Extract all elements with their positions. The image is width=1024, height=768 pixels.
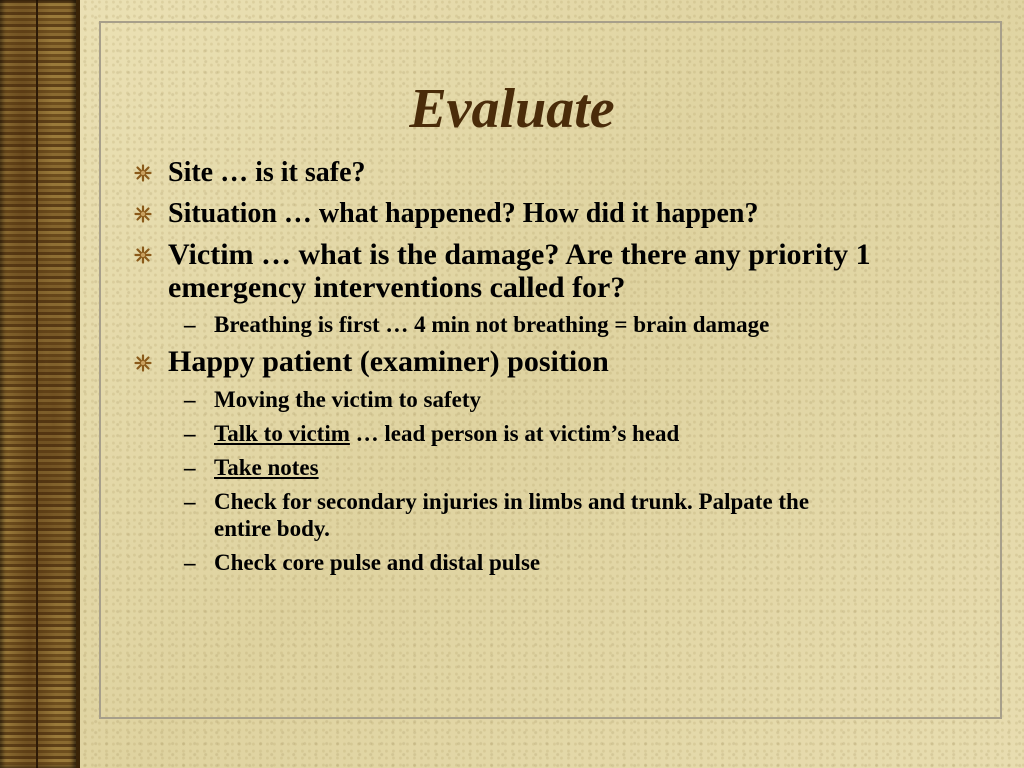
dash-bullet: – <box>184 455 196 480</box>
sub-check-injuries-line1: Check for secondary injuries in limbs and trunk. Palpate the <box>214 489 810 514</box>
bullet-situation: Situation … what happened? How did it happen? <box>168 198 759 229</box>
bullet-happy-patient: Happy patient (examiner) position <box>168 345 609 378</box>
sub-breathing: Breathing is first … 4 min not breathing = brain damage <box>214 312 770 337</box>
take-notes-underlined: Take notes <box>214 455 319 480</box>
bullet-victim-line2: emergency interventions called for? <box>168 271 626 304</box>
sub-check-injuries-line2: entire body. <box>214 516 330 541</box>
sub-take-notes <box>214 454 319 482</box>
sub-talk-to-victim <box>214 420 679 448</box>
dash-bullet: – <box>184 387 196 412</box>
asterisk-bullet-icon <box>134 205 152 223</box>
bullet-site: Site … is it safe? <box>168 157 366 188</box>
dash-bullet: – <box>184 421 196 446</box>
asterisk-bullet-icon <box>134 246 152 264</box>
dash-bullet: – <box>184 312 196 337</box>
sub-moving-victim: Moving the victim to safety <box>214 387 481 412</box>
asterisk-bullet-icon <box>134 354 152 372</box>
bullet-victim-line1: Victim … what is the damage? Are there any priority 1 <box>168 238 871 271</box>
dash-bullet: – <box>184 550 196 575</box>
sub-check-pulse: Check core pulse and distal pulse <box>214 550 541 575</box>
talk-to-victim-rest: … lead person is at victim’s head <box>349 421 680 446</box>
asterisk-bullet-icon <box>134 164 152 182</box>
talk-to-victim-underlined: Talk to victim <box>214 421 350 446</box>
dash-bullet: – <box>184 489 196 514</box>
slide-title: Evaluate <box>409 78 615 140</box>
